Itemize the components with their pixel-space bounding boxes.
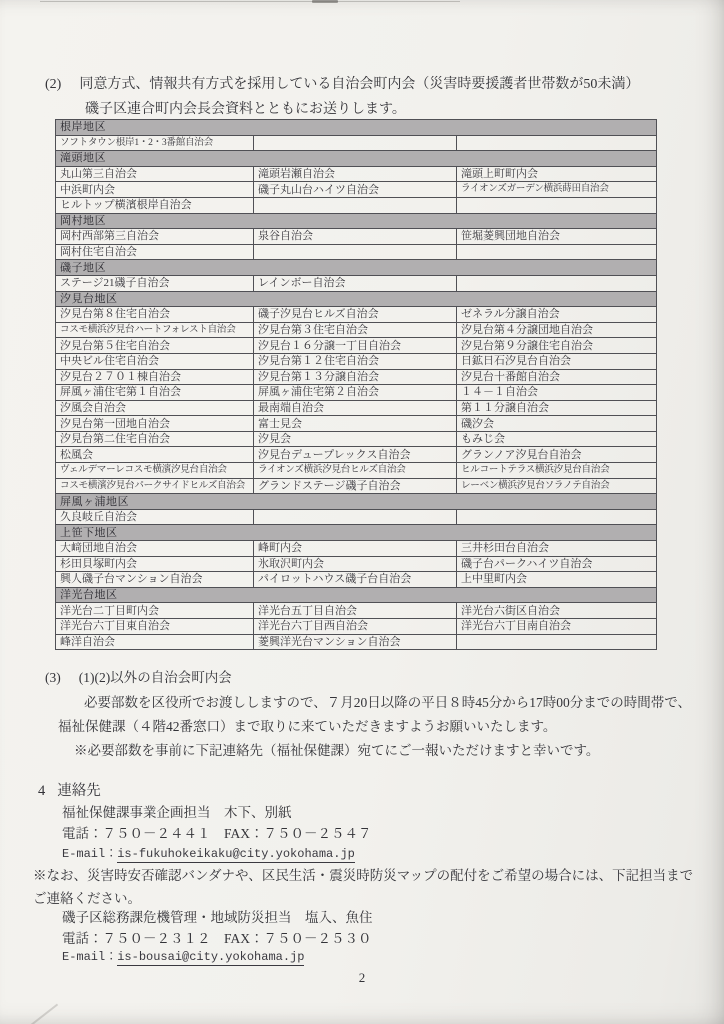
table-cell: ゼネラル分譲自治会 [457, 307, 657, 323]
table-cell: 第１１分譲自治会 [457, 400, 657, 416]
bandana-note: ※なお、災害時安否確認バンダナや、区民生活・震災時防災マップの配付をご希望の場合には、下記担当までご連絡ください。 [33, 868, 694, 906]
table-cell: ソフトタウン根岸1・2・3番館自治会 [56, 135, 254, 151]
district-header-row [56, 213, 657, 229]
table-cell [254, 509, 457, 525]
contact2-email-address: is-bousai@city.yokohama.jp [117, 950, 305, 964]
section3-title: (1)(2)以外の自治会町内会 [78, 670, 232, 685]
table-row [56, 322, 657, 338]
table-cell: 屏風ヶ浦住宅第２自治会 [254, 385, 457, 401]
table-row [56, 166, 657, 182]
contact2-email-line [62, 947, 304, 964]
table-row [56, 541, 657, 557]
district-table [55, 119, 657, 650]
table-row [56, 509, 657, 525]
table-cell: 汐風会自治会 [56, 400, 254, 416]
table-row [56, 385, 657, 401]
table-row [56, 478, 657, 494]
scan-artifact-corner [0, 1004, 58, 1024]
district-header-row [56, 291, 657, 307]
table-cell: 富士見会 [254, 416, 457, 432]
table-row [56, 556, 657, 572]
table-cell: 日鉱日石汐見台自治会 [457, 353, 657, 369]
table-cell: 笹堀菱興団地自治会 [457, 229, 657, 245]
contact2-email-label: E-mail： [62, 950, 118, 964]
contact2-phone-fax: 電話：７５０－２３１２ FAX：７５０－２５３０ [62, 931, 372, 946]
table-cell: 洋光台六街区自治会 [457, 603, 657, 619]
section2-title: 同意方式、情報共有方式を採用している自治会町内会（災害時要援護者世帯数が50未満） [79, 77, 640, 92]
table-cell: レインボー自治会 [254, 275, 457, 291]
district-header: 岡村地区 [56, 213, 657, 229]
table-cell: 杉田貝塚町内会 [56, 556, 254, 572]
table-cell: 洋光台五丁目自治会 [254, 603, 457, 619]
table-cell: コスモ横浜汐見台ハートフォレスト自治会 [56, 322, 254, 338]
table-cell [457, 275, 657, 291]
table-cell: 汐見台第一団地自治会 [56, 416, 254, 432]
table-cell: もみじ会 [457, 431, 657, 447]
table-cell [457, 634, 657, 650]
table-cell: 中央ビル住宅自治会 [56, 353, 254, 369]
contact1-phone-fax: 電話：７５０－２４４１ FAX：７５０－２５４７ [62, 826, 372, 841]
contact1-email-line [62, 844, 355, 861]
table-cell: ヴェルデマーレコスモ横濱汐見台自治会 [56, 463, 254, 479]
table-cell: 洋光台六丁目南自治会 [457, 619, 657, 635]
table-cell: 磯子台パークハイツ自治会 [457, 556, 657, 572]
section2-heading [45, 73, 639, 93]
section4-number: 4 [38, 783, 46, 799]
table-row [56, 135, 657, 151]
table-row [56, 353, 657, 369]
table-cell: 汐見台１６分譲一丁目自治会 [254, 338, 457, 354]
table-cell: 峰町内会 [254, 541, 457, 557]
table-cell: ライオンズガーデン横浜蒔田自治会 [457, 182, 657, 198]
contact1-email-label: E-mail： [62, 847, 118, 861]
table-row [56, 197, 657, 213]
table-cell: 洋光台二丁目町内会 [56, 603, 254, 619]
table-cell: 磯汐会 [457, 416, 657, 432]
table-cell: ライオンズ横浜汐見台ヒルズ自治会 [254, 463, 457, 479]
district-header: 上笹下地区 [56, 525, 657, 541]
table-cell [457, 244, 657, 260]
table-cell: ステージ21磯子自治会 [56, 275, 254, 291]
district-header: 滝頭地区 [56, 151, 657, 167]
district-header-row [56, 494, 657, 510]
section3-line2: 福祉保健課（４階42番窓口）まで取りに来ていただきますようお願いいたします。 [58, 719, 557, 734]
table-cell: 岡村西部第三自治会 [56, 229, 254, 245]
table-cell: 峰洋自治会 [56, 634, 254, 650]
table-row [56, 338, 657, 354]
contact1-department: 福祉保健課事業企画担当 木下、別紙 [62, 805, 292, 820]
table-cell: 汐見台デュープレックス自治会 [254, 447, 457, 463]
table-cell: 氷取沢町内会 [254, 556, 457, 572]
table-cell: 上中里町内会 [457, 572, 657, 588]
scan-artifact-topline [40, 1, 460, 2]
table-cell: 滝頭岩瀬自治会 [254, 166, 457, 182]
section2-number: (2) [45, 77, 62, 92]
table-cell: パイロットハウス磯子台自治会 [254, 572, 457, 588]
table-row [56, 307, 657, 323]
table-row [56, 182, 657, 198]
district-header: 洋光台地区 [56, 587, 657, 603]
table-cell: ヒルコートテラス横浜汐見台自治会 [457, 463, 657, 479]
table-cell: 汐見台十番館自治会 [457, 369, 657, 385]
table-cell: 久良岐丘自治会 [56, 509, 254, 525]
table-row [56, 244, 657, 260]
table-row [56, 572, 657, 588]
table-cell: 岡村住宅自治会 [56, 244, 254, 260]
table-cell [457, 509, 657, 525]
table-cell: グランノア汐見台自治会 [457, 447, 657, 463]
table-cell: 三井杉田台自治会 [457, 541, 657, 557]
table-cell [254, 135, 457, 151]
table-cell: １４－１自治会 [457, 385, 657, 401]
table-cell [254, 197, 457, 213]
table-row [56, 369, 657, 385]
district-header-row [56, 587, 657, 603]
table-row [56, 400, 657, 416]
district-header-row [56, 120, 657, 136]
section3-note: ※必要部数を事前に下記連絡先（福祉保健課）宛てにご一報いただけますと幸いです。 [74, 743, 600, 758]
table-cell: 丸山第三自治会 [56, 166, 254, 182]
table-row [56, 634, 657, 650]
table-row [56, 463, 657, 479]
contact2-department: 磯子区総務課危機管理・地域防災担当 塩入、魚住 [62, 910, 373, 925]
section3-line1: 必要部数を区役所でお渡ししますので、７月20日以降の平日８時45分から17時00分までの時間帯で、 [84, 695, 691, 710]
section3-heading [45, 666, 232, 686]
contact1-email-address: is-fukuhokeikaku@city.yokohama.jp [117, 847, 355, 861]
table-cell: コスモ横濱汐見台パークサイドヒルズ自治会 [56, 478, 254, 494]
table-cell: 汐見台第９分譲住宅自治会 [457, 338, 657, 354]
table-cell: 興人磯子台マンション自治会 [56, 572, 254, 588]
table-cell: 汐見台第４分譲団地自治会 [457, 322, 657, 338]
table-row [56, 275, 657, 291]
table-row [56, 619, 657, 635]
table-cell: レーベン横浜汐見台ソラノテ自治会 [457, 478, 657, 494]
district-header: 汐見台地区 [56, 291, 657, 307]
table-cell: 汐見台第二住宅自治会 [56, 431, 254, 447]
district-header: 屏風ヶ浦地区 [56, 494, 657, 510]
table-row [56, 229, 657, 245]
district-table-body [56, 120, 657, 650]
page-number: 2 [358, 970, 366, 985]
table-cell [254, 244, 457, 260]
table-cell: 汐見台第５住宅自治会 [56, 338, 254, 354]
table-cell [457, 197, 657, 213]
table-row [56, 416, 657, 432]
table-cell: 汐見台２７０１棟自治会 [56, 369, 254, 385]
table-cell: 滝頭上町町内会 [457, 166, 657, 182]
section3-number: (3) [45, 670, 61, 685]
table-cell: グランドステージ磯子自治会 [254, 478, 457, 494]
table-cell: 最南端自治会 [254, 400, 457, 416]
table-cell: 中浜町内会 [56, 182, 254, 198]
table-cell: 洋光台六丁目西自治会 [254, 619, 457, 635]
table-cell: ヒルトップ横濱根岸自治会 [56, 197, 254, 213]
table-cell: 汐見台第１２住宅自治会 [254, 353, 457, 369]
table-cell: 汐見会 [254, 431, 457, 447]
table-row [56, 603, 657, 619]
table-cell: 菱興洋光台マンション自治会 [254, 634, 457, 650]
table-cell: 汐見台第８住宅自治会 [56, 307, 254, 323]
table-cell: 汐見台第３住宅自治会 [254, 322, 457, 338]
district-header: 磯子地区 [56, 260, 657, 276]
table-row [56, 431, 657, 447]
district-header-row [56, 151, 657, 167]
district-header-row [56, 260, 657, 276]
table-cell: 松風会 [56, 447, 254, 463]
section2-subtitle: 磯子区連合町内会長会資料とともにお送りします。 [85, 102, 406, 117]
district-header: 根岸地区 [56, 120, 657, 136]
district-header-row [56, 525, 657, 541]
section4-title: 連絡先 [57, 783, 101, 799]
table-cell [457, 135, 657, 151]
table-cell: 磯子汐見台ヒルズ自治会 [254, 307, 457, 323]
scan-artifact-topmark [312, 0, 338, 3]
table-cell: 洋光台六丁目東自治会 [56, 619, 254, 635]
table-cell: 屏風ヶ浦住宅第１自治会 [56, 385, 254, 401]
table-cell: 泉谷自治会 [254, 229, 457, 245]
table-cell: 大﨑団地自治会 [56, 541, 254, 557]
section4-heading [38, 779, 101, 800]
table-row [56, 447, 657, 463]
table-cell: 汐見台第１３分譲自治会 [254, 369, 457, 385]
table-cell: 磯子丸山台ハイツ自治会 [254, 182, 457, 198]
